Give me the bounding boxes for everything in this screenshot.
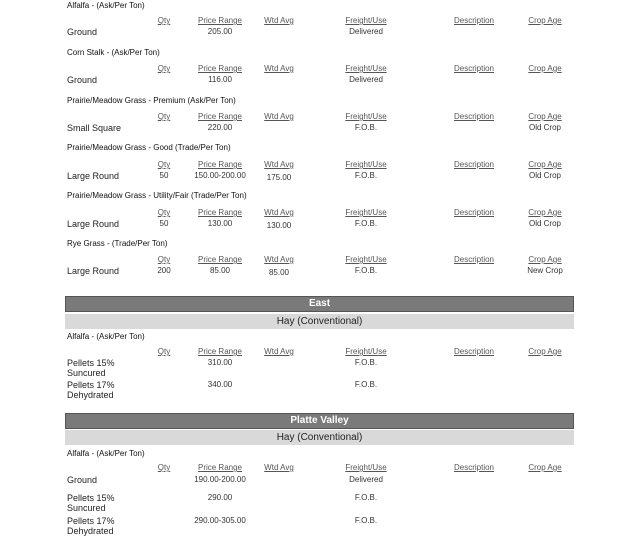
column-header-price: Price Range (197, 463, 243, 472)
category-subheader: Hay (Conventional) (65, 314, 574, 329)
commodity-title: Alfalfa - (Ask/Per Ton) (67, 1, 145, 10)
column-header-freight: Freight/Use (345, 64, 387, 73)
cell-freight: Delivered (349, 475, 383, 484)
cell-freight: F.O.B. (354, 219, 378, 228)
commodity-title: Prairie/Meadow Grass - Good (Trade/Per Ton) (67, 143, 231, 152)
cell-price-range: 290.00-305.00 (194, 516, 246, 525)
cell-price-range: 220.00 (207, 123, 233, 132)
row-description: Pellets 17% Dehydrated (67, 380, 115, 400)
cell-crop-age: Old Crop (528, 171, 561, 180)
column-header-qty: Qty (157, 64, 171, 73)
row-description: Large Round (67, 266, 120, 276)
column-header-price: Price Range (197, 64, 243, 73)
row-description: Ground (67, 475, 98, 485)
row-description: Pellets 17% Dehydrated (67, 516, 115, 536)
cell-freight: F.O.B. (354, 358, 378, 367)
cell-price-range: 85.00 (209, 266, 231, 275)
region-header: East (65, 296, 574, 312)
column-header-description: Description (453, 16, 494, 25)
commodity-title: Prairie/Meadow Grass - Utility/Fair (Trade/Per Ton) (67, 191, 247, 200)
cell-wtd-avg: 130.00 (266, 221, 292, 230)
column-header-freight: Freight/Use (345, 347, 387, 356)
column-header-crop: Crop Age (528, 16, 562, 25)
column-header-wtd: Wtd Avg (264, 16, 294, 25)
column-header-qty: Qty (157, 255, 171, 264)
cell-freight: Delivered (349, 27, 383, 36)
column-header-wtd: Wtd Avg (264, 112, 294, 121)
column-header-description: Description (453, 208, 494, 217)
column-header-price: Price Range (197, 16, 243, 25)
column-header-crop: Crop Age (528, 160, 562, 169)
column-header-wtd: Wtd Avg (264, 208, 294, 217)
column-header-price: Price Range (197, 160, 243, 169)
column-header-crop: Crop Age (528, 64, 562, 73)
column-header-qty: Qty (157, 347, 171, 356)
cell-price-range: 310.00 (207, 358, 233, 367)
cell-freight: F.O.B. (354, 380, 378, 389)
cell-freight: Delivered (349, 75, 383, 84)
commodity-title: Rye Grass - (Trade/Per Ton) (67, 239, 168, 248)
column-header-qty: Qty (157, 208, 171, 217)
row-description: Large Round (67, 219, 120, 229)
cell-price-range: 205.00 (207, 27, 233, 36)
cell-freight: F.O.B. (354, 171, 378, 180)
column-header-qty: Qty (157, 112, 171, 121)
cell-qty: 200 (157, 266, 171, 275)
column-header-price: Price Range (197, 255, 243, 264)
column-header-description: Description (453, 463, 494, 472)
row-description: Ground (67, 27, 98, 37)
column-header-crop: Crop Age (528, 208, 562, 217)
column-header-price: Price Range (197, 208, 243, 217)
cell-freight: F.O.B. (354, 123, 378, 132)
column-header-price: Price Range (197, 347, 243, 356)
cell-freight: F.O.B. (354, 493, 378, 502)
cell-wtd-avg: 85.00 (268, 268, 290, 277)
column-header-qty: Qty (157, 160, 171, 169)
cell-price-range: 190.00-200.00 (194, 475, 246, 484)
cell-crop-age: Old Crop (528, 219, 561, 228)
region-header: Platte Valley (65, 413, 574, 429)
row-description: Pellets 15% Suncured (67, 493, 115, 513)
cell-wtd-avg: 175.00 (266, 173, 292, 182)
column-header-description: Description (453, 347, 494, 356)
column-header-wtd: Wtd Avg (264, 347, 294, 356)
column-header-qty: Qty (157, 463, 171, 472)
column-header-freight: Freight/Use (345, 112, 387, 121)
column-header-crop: Crop Age (528, 463, 562, 472)
category-subheader: Hay (Conventional) (65, 430, 574, 445)
cell-price-range: 130.00 (207, 219, 233, 228)
column-header-wtd: Wtd Avg (264, 255, 294, 264)
cell-price-range: 150.00-200.00 (194, 171, 246, 180)
column-header-wtd: Wtd Avg (264, 463, 294, 472)
column-header-freight: Freight/Use (345, 255, 387, 264)
column-header-description: Description (453, 112, 494, 121)
cell-freight: F.O.B. (354, 266, 378, 275)
row-description: Ground (67, 75, 98, 85)
cell-qty: 50 (159, 219, 169, 228)
commodity-title: Prairie/Meadow Grass - Premium (Ask/Per Ton) (67, 96, 236, 105)
column-header-crop: Crop Age (528, 112, 562, 121)
column-header-description: Description (453, 255, 494, 264)
column-header-description: Description (453, 160, 494, 169)
column-header-freight: Freight/Use (345, 463, 387, 472)
row-description: Pellets 15% Suncured (67, 358, 115, 378)
cell-crop-age: New Crop (527, 266, 563, 275)
row-description: Small Square (67, 123, 122, 133)
column-header-wtd: Wtd Avg (264, 64, 294, 73)
cell-price-range: 290.00 (207, 493, 233, 502)
row-description: Large Round (67, 171, 120, 181)
cell-price-range: 340.00 (207, 380, 233, 389)
column-header-freight: Freight/Use (345, 16, 387, 25)
column-header-crop: Crop Age (528, 347, 562, 356)
cell-crop-age: Old Crop (528, 123, 561, 132)
commodity-title: Alfalfa - (Ask/Per Ton) (67, 332, 145, 341)
column-header-crop: Crop Age (528, 255, 562, 264)
commodity-title: Alfalfa - (Ask/Per Ton) (67, 449, 145, 458)
column-header-qty: Qty (157, 16, 171, 25)
column-header-freight: Freight/Use (345, 208, 387, 217)
cell-freight: F.O.B. (354, 516, 378, 525)
cell-price-range: 116.00 (208, 75, 232, 84)
cell-qty: 50 (159, 171, 169, 180)
column-header-price: Price Range (197, 112, 243, 121)
column-header-wtd: Wtd Avg (264, 160, 294, 169)
column-header-description: Description (453, 64, 494, 73)
commodity-title: Corn Stalk - (Ask/Per Ton) (67, 48, 160, 57)
column-header-freight: Freight/Use (345, 160, 387, 169)
